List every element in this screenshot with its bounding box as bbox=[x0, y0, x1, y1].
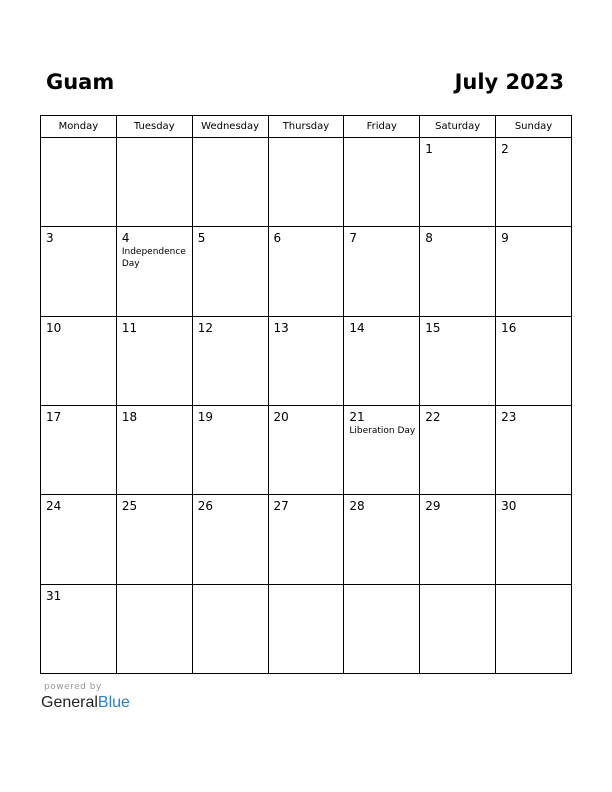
empty-day-cell bbox=[116, 138, 192, 227]
day-number: 15 bbox=[425, 320, 441, 335]
day-number: 9 bbox=[501, 231, 509, 246]
day-number: 27 bbox=[273, 499, 289, 514]
day-number: 16 bbox=[501, 320, 517, 335]
week-row bbox=[41, 316, 572, 405]
day-number: 31 bbox=[46, 588, 62, 603]
day-cell bbox=[192, 227, 268, 316]
day-number: 5 bbox=[197, 231, 206, 246]
day-cell bbox=[116, 405, 192, 494]
day-cell bbox=[41, 495, 117, 584]
calendar-region-title: Guam bbox=[46, 70, 115, 94]
day-number: 30 bbox=[501, 499, 517, 514]
calendar-weeks bbox=[41, 138, 572, 674]
day-cell bbox=[420, 405, 496, 494]
holiday-label: Liberation Day bbox=[349, 425, 416, 436]
week-row bbox=[41, 227, 572, 316]
day-number: 28 bbox=[349, 499, 365, 514]
holiday-label: Independence Day bbox=[121, 247, 186, 270]
day-cell bbox=[496, 227, 572, 316]
week-row bbox=[41, 584, 572, 673]
day-cell bbox=[344, 227, 420, 316]
empty-day-cell bbox=[420, 584, 496, 673]
day-number: 6 bbox=[273, 231, 282, 246]
day-number: 25 bbox=[121, 499, 138, 514]
day-cell bbox=[268, 405, 344, 494]
empty-day-cell bbox=[496, 584, 572, 673]
empty-day-cell bbox=[268, 138, 344, 227]
day-cell bbox=[496, 495, 572, 584]
day-cell bbox=[41, 405, 117, 494]
week-row bbox=[41, 495, 572, 584]
day-cell bbox=[41, 316, 117, 405]
day-cell bbox=[496, 138, 572, 227]
weekday-header-monday: Monday bbox=[41, 116, 117, 138]
day-number: 19 bbox=[197, 409, 213, 424]
generalblue-logo[interactable] bbox=[41, 694, 130, 712]
day-cell bbox=[41, 227, 117, 316]
logo-text-general: General bbox=[41, 694, 98, 711]
day-cell bbox=[268, 227, 344, 316]
day-number: 2 bbox=[501, 142, 509, 156]
day-number: 13 bbox=[273, 320, 289, 335]
day-cell bbox=[344, 316, 420, 405]
day-cell bbox=[192, 495, 268, 584]
day-number: 18 bbox=[121, 409, 138, 424]
day-cell bbox=[496, 316, 572, 405]
powered-by-label: powered by bbox=[44, 682, 102, 692]
logo-text-blue: Blue bbox=[97, 694, 130, 711]
day-number: 11 bbox=[121, 320, 138, 335]
weekday-header-row bbox=[41, 116, 572, 138]
day-cell bbox=[344, 495, 420, 584]
day-cell bbox=[116, 227, 192, 316]
week-row bbox=[41, 138, 572, 227]
day-number: 17 bbox=[46, 409, 62, 424]
week-row bbox=[41, 405, 572, 494]
day-number: 12 bbox=[197, 320, 213, 335]
weekday-header-thursday: Thursday bbox=[268, 116, 344, 138]
day-number: 26 bbox=[197, 499, 213, 514]
day-number: 29 bbox=[425, 499, 441, 514]
day-cell bbox=[496, 405, 572, 494]
month-calendar-grid bbox=[40, 115, 572, 674]
day-number: 21 bbox=[349, 409, 365, 424]
day-cell bbox=[420, 227, 496, 316]
day-number: 8 bbox=[425, 231, 433, 246]
day-cell bbox=[192, 405, 268, 494]
day-cell bbox=[116, 316, 192, 405]
weekday-header-saturday: Saturday bbox=[420, 116, 496, 138]
day-number: 23 bbox=[501, 409, 517, 424]
day-cell bbox=[268, 316, 344, 405]
day-number: 3 bbox=[46, 231, 54, 246]
day-cell bbox=[420, 495, 496, 584]
day-cell bbox=[192, 316, 268, 405]
day-cell bbox=[420, 138, 496, 227]
empty-day-cell bbox=[344, 138, 420, 227]
empty-day-cell bbox=[116, 584, 192, 673]
day-number: 22 bbox=[425, 409, 441, 424]
day-number: 24 bbox=[46, 499, 62, 514]
weekday-header-wednesday: Wednesday bbox=[192, 116, 268, 138]
weekday-header-friday: Friday bbox=[344, 116, 420, 138]
empty-day-cell bbox=[41, 138, 117, 227]
day-number: 14 bbox=[349, 320, 365, 335]
empty-day-cell bbox=[192, 584, 268, 673]
weekday-header-sunday: Sunday bbox=[496, 116, 572, 138]
day-cell bbox=[41, 584, 117, 673]
day-cell bbox=[420, 316, 496, 405]
day-number: 20 bbox=[273, 409, 289, 424]
weekday-header-tuesday: Tuesday bbox=[116, 116, 192, 138]
empty-day-cell bbox=[192, 138, 268, 227]
day-cell bbox=[116, 495, 192, 584]
day-number: 10 bbox=[46, 320, 62, 335]
day-number: 4 bbox=[121, 231, 130, 246]
day-cell bbox=[268, 495, 344, 584]
day-number: 7 bbox=[349, 231, 358, 246]
day-cell bbox=[344, 405, 420, 494]
empty-day-cell bbox=[344, 584, 420, 673]
day-number: 1 bbox=[425, 142, 433, 156]
calendar-month-title: July 2023 bbox=[454, 70, 564, 94]
empty-day-cell bbox=[268, 584, 344, 673]
